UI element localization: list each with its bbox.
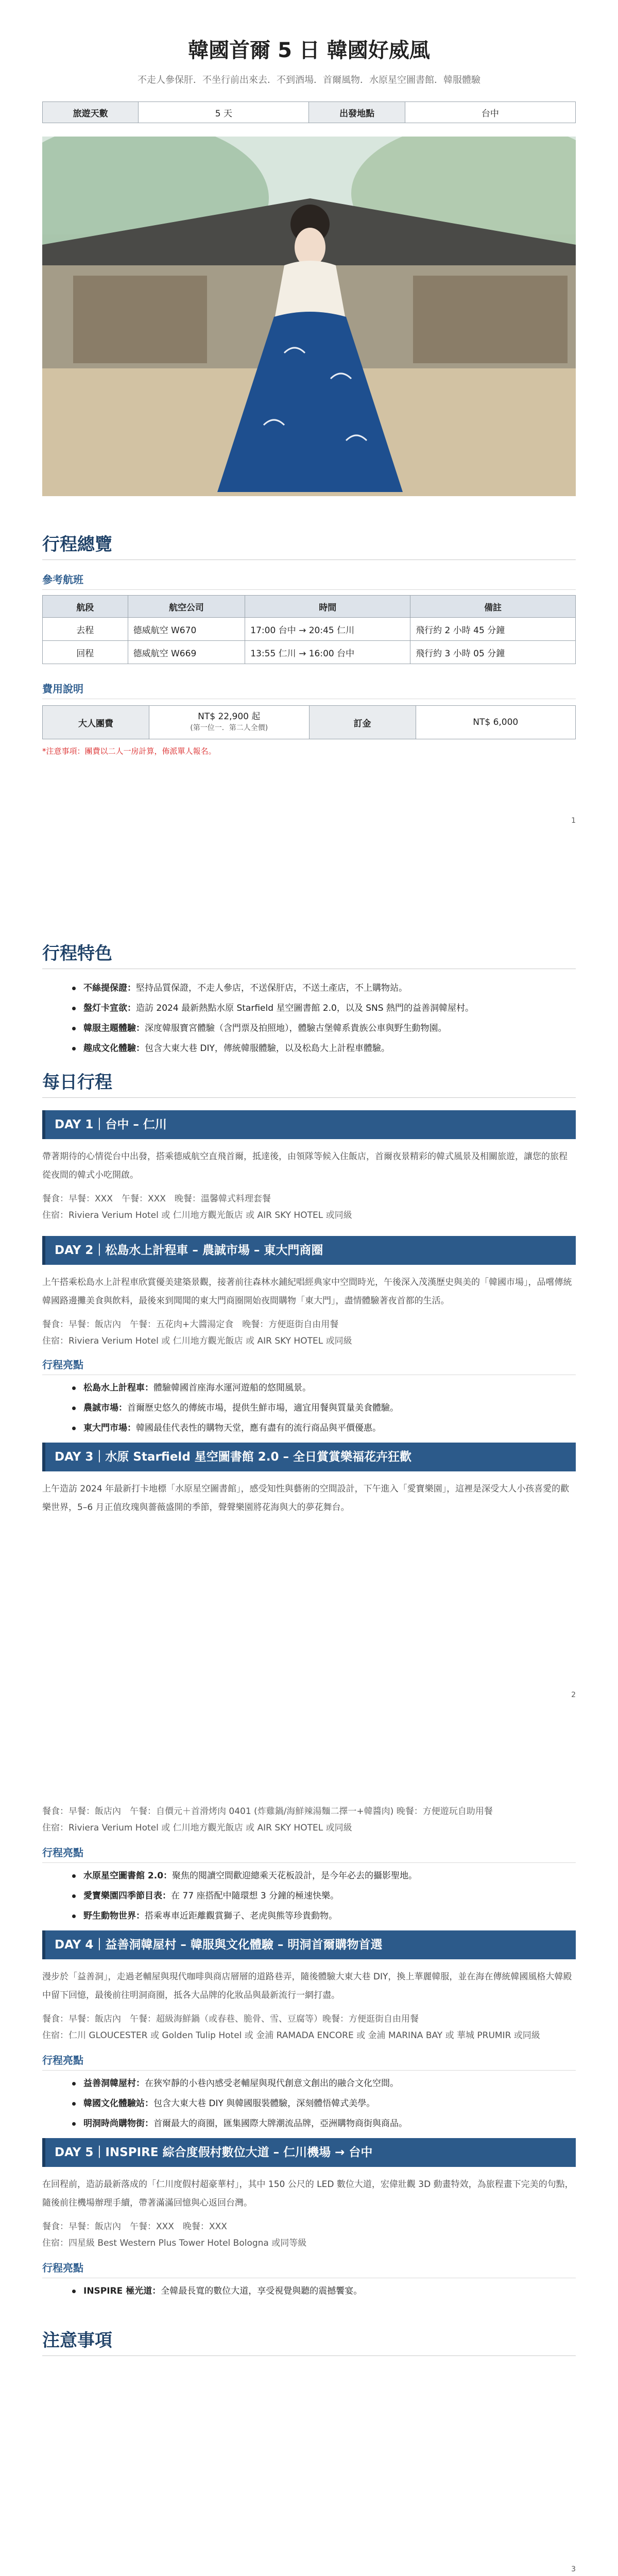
flight-col-time: 時間 — [245, 596, 410, 618]
day-1-meals: 餐食：早餐：XXX 午餐：XXX 晚餐：溫馨韓式料理套餐 — [42, 1194, 271, 1204]
day-5-description: 在回程前，造訪最新落成的「仁川度假村超豪華村」，其中 150 公尺的 LED 數位大道，宏偉壯觀 3D 動畫特效，為旅程畫下完美的句點，隨後前往機場辦理手續，帶著滿滿回憶與心返回台灣。 — [42, 2179, 574, 2208]
day-3-meals: 餐食：早餐：飯店內 午餐：自價元＋首滑烤肉 0401 (炸雞鍋/海鮮辣湯麵二擇一+韓醬肉) 晚餐：方便遊玩自助用餐 — [42, 1806, 493, 1817]
notes-heading: 注意事項 — [42, 2330, 112, 2351]
adult-fee-cell — [149, 706, 310, 739]
list-item: 盤灯卡宣欲：造訪 2024 最新熱點水原 Starfield 星空圖書館 2.0，以及 SNS 熱門的益善洞韓屋村。 — [83, 1003, 576, 1014]
day-5-highlights-heading: 行程亮點 — [42, 2262, 83, 2274]
fee-note: *注意事項：團費以二人一房計算，佈派單人報名。 — [42, 747, 216, 756]
list-item: 水原星空圖書館 2.0：聚焦的閱讀空間歡迎總乘天花板設計，是今年必去的攝影聖地。 — [83, 1870, 576, 1882]
hanbok-photo-illustration — [42, 137, 576, 496]
list-item: 愛寶樂園四季節目表：在 77 座搭配中隨環想 3 分鐘的極速快樂。 — [83, 1890, 576, 1902]
list-item: 農誠市場：首爾歷史悠久的傳統市場，提供生鮮市場，適宜用餐與質量美食體驗。 — [83, 1402, 576, 1414]
overview-heading: 行程總覽 — [42, 534, 112, 555]
table-cell: 17:00 台中 → 20:45 仁川 — [245, 618, 410, 641]
day-1-description: 帶著期待的心情從台中出發，搭乘德威航空直飛首爾，抵達後，由領隊等候入住飯店，首爾夜景精彩的韓式風景及相關旅遊，讓您的旅程從夜間的韓式小吃開啟。 — [42, 1151, 568, 1180]
fee-heading: 費用說明 — [42, 683, 83, 695]
features-heading: 行程特色 — [42, 943, 112, 964]
page-2 — [0, 874, 618, 1749]
list-item: 益善洞韓屋村：在狹窄靜的小巷內感受老輔屋與現代創意文創出的融合文化空間。 — [83, 2078, 576, 2090]
table-cell: 德威航空 W669 — [128, 641, 245, 664]
day-2-meals: 餐食：早餐：飯店內 午餐：五花肉+大醬湯定食 晚餐：方便逛街自由用餐 — [42, 1319, 339, 1330]
adult-fee-value: NT$ 22,900 起 — [198, 711, 261, 722]
table-cell: 德威航空 W670 — [128, 618, 245, 641]
days-value: 5 天 — [139, 102, 309, 123]
day-4-highlights-heading: 行程亮點 — [42, 2054, 83, 2066]
table-cell: 回程 — [43, 641, 128, 664]
list-item: 明洞時尚購物街：首爾最大的商圈，匯集國際大牌潮流品牌，亞洲購物商街與商品。 — [83, 2118, 576, 2130]
day-4-meals: 餐食：早餐：飯店內 午餐：超級海鮮鍋（或春巷、脆骨、雪、豆腐等）晚餐：方便逛街自由用餐 — [42, 2014, 419, 2024]
day-5-meals: 餐食：早餐：飯店內 午餐：XXX 晚餐：XXX — [42, 2222, 227, 2232]
page-number: 2 — [571, 1691, 576, 1699]
day-4-highlights — [42, 2078, 576, 2130]
flight-col-segment: 航段 — [43, 596, 128, 618]
day-3-highlights-heading: 行程亮點 — [42, 1846, 83, 1859]
flight-heading: 參考航班 — [42, 573, 83, 586]
list-item: 韓服主題體驗：深度韓服寶宮體驗（含門票及拍照地），體驗古堡韓系貴族公車與野生動物園。 — [83, 1023, 576, 1035]
page-1 — [0, 0, 618, 874]
adult-fee-note: (第一位一．第二人全價) — [190, 724, 268, 732]
table-cell: 飛行約 2 小時 45 分鐘 — [410, 618, 576, 641]
page-title: 韓國首爾 5 日 韓國好威風 — [188, 39, 430, 62]
list-item: 野生動物世界：搭乘專車近距離觀賞獅子、老虎與熊等珍貴動物。 — [83, 1910, 576, 1922]
page-number: 3 — [571, 2565, 576, 2573]
page-number: 1 — [571, 817, 576, 825]
deposit-label: 訂金 — [309, 706, 416, 739]
list-item: 松島水上計程車：體驗韓國首座海水運河遊船的悠閒風景。 — [83, 1382, 576, 1394]
flight-col-note: 備註 — [410, 596, 576, 618]
hero-photo — [42, 137, 576, 496]
days-label: 旅遊天數 — [43, 102, 139, 123]
table-cell: 飛行約 3 小時 05 分鐘 — [410, 641, 576, 664]
list-item: 東大門市場：韓國最佳代表性的購物天堂，應有盡有的流行商品與平價優惠。 — [83, 1422, 576, 1434]
day-5-header: DAY 5｜INSPIRE 綜合度假村數位大道 – 仁川機場 → 台中 — [42, 2138, 576, 2167]
page-3 — [0, 1749, 618, 2576]
day-1-hotel: 住宿：Riviera Verium Hotel 或 仁川地方觀光飯店 或 AIR SKY HOTEL 或同級 — [42, 1210, 352, 1221]
flight-table — [42, 595, 576, 664]
trip-info-table — [42, 101, 576, 123]
page-subtitle: 不走人參保肝．不坐行前出來去．不到酒場．首爾風物．水原星空圖書館．韓服體驗 — [138, 75, 480, 86]
list-item: 不絲提保證：堅持品質保證，不走人參店，不送保肝店，不送土產店，不上購物站。 — [83, 982, 576, 994]
day-2-hotel: 住宿：Riviera Verium Hotel 或 仁川地方觀光飯店 或 AIR SKY HOTEL 或同級 — [42, 1336, 352, 1346]
day-2-header: DAY 2｜松島水上計程車 – 農誠市場 – 東大門商圈 — [42, 1236, 576, 1265]
day-3-highlights — [42, 1870, 576, 1922]
list-item: 韓國文化體驗站：包含大東大巷 DIY 與韓國服裝體驗，深刻體悟韓式美學。 — [83, 2098, 576, 2110]
origin-label: 出發地點 — [309, 102, 405, 123]
table-cell: 去程 — [43, 618, 128, 641]
origin-value: 台中 — [405, 102, 575, 123]
features-list — [42, 982, 576, 1055]
table-row — [43, 641, 576, 664]
day-1-header: DAY 1｜台中 – 仁川 — [42, 1110, 576, 1139]
table-row — [43, 618, 576, 641]
adult-fee-label: 大人團費 — [43, 706, 149, 739]
day-5-hotel: 住宿：四星級 Best Western Plus Tower Hotel Bologna 或同等級 — [42, 2238, 307, 2248]
day-4-header: DAY 4｜益善洞韓屋村 – 韓服與文化體驗 – 明洞首爾購物首選 — [42, 1930, 576, 1959]
fee-table — [42, 705, 576, 739]
list-item: 趣成文化體驗：包含大東大巷 DIY，傳統韓服體驗，以及松島大上計程車體驗。 — [83, 1043, 576, 1055]
flight-col-airline: 航空公司 — [128, 596, 245, 618]
day-5-highlights — [42, 2285, 576, 2297]
deposit-value: NT$ 6,000 — [416, 706, 576, 739]
daily-heading: 每日行程 — [42, 1072, 112, 1093]
day-3-description: 上午造訪 2024 年最新打卡地標「水原星空圖書館」，感受知性與藝術的空間設計，下午進入「愛寶樂園」，這裡是深受大人小孩喜愛的歡樂世界，5–6 月正值玫瑰與薔薇盛開的季節，聲聲樂園將花海與大的夢花舞台。 — [42, 1484, 570, 1513]
day-3-header: DAY 3｜水原 Starfield 星空圖書館 2.0 – 全日賞賞樂福花卉狂歡 — [42, 1443, 576, 1471]
day-2-highlights — [42, 1382, 576, 1434]
table-cell: 13:55 仁川 → 16:00 台中 — [245, 641, 410, 664]
day-2-highlights-heading: 行程亮點 — [42, 1359, 83, 1371]
day-4-hotel: 住宿：仁川 GLOUCESTER 或 Golden Tulip Hotel 或 金浦 RAMADA ENCORE 或 金浦 MARINA BAY 或 華城 PRUMIR 或同級 — [42, 2030, 540, 2041]
day-2-description: 上午搭乘松島水上計程車欣賞優美建築景觀，接著前往森林水鋪紀唱經典家中空間時光，午後深入茂漢歷史與美的「韓國市場」，品嚐傳統韓國路邊攤美食與飲料，最後來到聞聞的東大門商圈開始夜間購物「東大門」，盡情體驗著夜首都的生活。 — [42, 1277, 572, 1306]
day-3-hotel: 住宿：Riviera Verium Hotel 或 仁川地方觀光飯店 或 AIR SKY HOTEL 或同級 — [42, 1823, 352, 1833]
list-item: INSPIRE 極光道：全韓最長寬的數位大道，享受視覺與聽的震撼饗宴。 — [83, 2285, 576, 2297]
day-4-description: 漫步於「益善洞」，走過老輔屋與現代咖啡與商店層層的道路巷弄，隨後體驗大東大巷 DIY，換上華麗韓服，並在海在傳統韓國風格大韓殿中留下回憶，最後前往明洞商圈，抵各大品牌的化妝品與最新流行一網打盡。 — [42, 1972, 572, 2001]
